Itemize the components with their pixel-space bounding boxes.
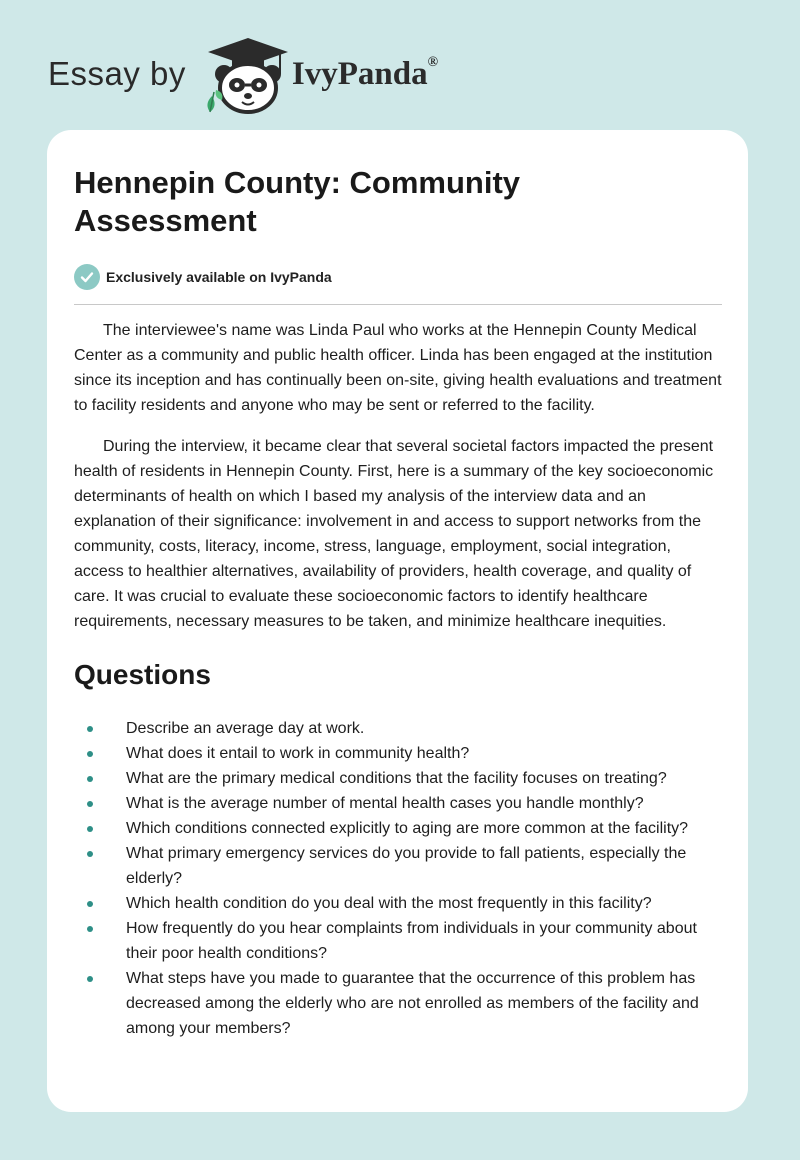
bullet-icon: [87, 851, 93, 857]
questions-list: [74, 716, 724, 1041]
question-text: What is the average number of mental health cases you handle monthly?: [126, 795, 644, 812]
paragraph: The interviewee's name was Linda Paul who works at the Hennepin County Medical Center as a community and public health officer. Linda has been engaged at the institution since its inception and has continually been on-site, giving health evaluations and treatment to facility residents and anyone who may be sent or referred to the facility.: [74, 322, 722, 414]
paragraph: During the interview, it became clear that several societal factors impacted the present health of residents in Hennepin County. First, here is a summary of the key socioeconomic determinants of health on which I based my analysis of the interview data and an explanation of their significance: involvement in and access to support networks from the community, costs, literacy, income, stress, language, employment, social integration, access to healthier alternatives, availability of providers, health coverage, and quality of care. It was crucial to evaluate these socioeconomic factors to identify healthcare requirements, necessary measures to be taken, and minimize healthcare inequities.: [74, 438, 714, 630]
list-item: [74, 841, 724, 891]
bullet-icon: [87, 901, 93, 907]
question-text: Which health condition do you deal with the most frequently in this facility?: [126, 895, 652, 912]
list-item: [74, 791, 724, 816]
question-text: What does it entail to work in community health?: [126, 745, 470, 762]
list-item: [74, 741, 724, 766]
essay-by-label: Essay by: [48, 55, 186, 92]
panda-logo-icon[interactable]: [202, 34, 294, 114]
bullet-icon: [87, 776, 93, 782]
list-item: [74, 891, 724, 916]
list-item: [74, 916, 724, 966]
checkmark-icon: [74, 264, 100, 290]
page-title: Hennepin County: Community Assessment: [74, 165, 521, 238]
list-item: [74, 966, 724, 1041]
question-text: What are the primary medical conditions that the facility focuses on treating?: [126, 770, 667, 787]
essay-body: [74, 318, 724, 1041]
bullet-icon: [87, 826, 93, 832]
question-text: Which conditions connected explicitly to aging are more common at the facility?: [126, 820, 689, 837]
brand-name[interactable]: [292, 56, 438, 93]
question-text: Describe an average day at work.: [126, 720, 365, 737]
list-item: [74, 716, 724, 741]
exclusive-badge: [74, 264, 332, 290]
brand-text: IvyPanda: [291, 55, 428, 92]
divider: [74, 304, 722, 305]
list-item: [74, 816, 724, 841]
badge-label: Exclusively available on IvyPanda: [106, 269, 332, 285]
bullet-icon: [87, 976, 93, 982]
registered-mark: ®: [427, 54, 439, 70]
essay-card: [47, 130, 748, 1112]
bullet-icon: [87, 751, 93, 757]
site-header: [48, 34, 438, 114]
question-text: What steps have you made to guarantee that the occurrence of this problem has decreased among the elderly who are not enrolled as members of the facility and among your members?: [126, 970, 699, 1037]
question-text: How frequently do you hear complaints from individuals in your community about their poor health conditions?: [126, 920, 697, 962]
bullet-icon: [87, 926, 93, 932]
list-item: [74, 766, 724, 791]
bullet-icon: [87, 726, 93, 732]
question-text: What primary emergency services do you provide to fall patients, especially the elderly?: [126, 845, 687, 887]
questions-heading: Questions: [74, 659, 211, 690]
bullet-icon: [87, 801, 93, 807]
